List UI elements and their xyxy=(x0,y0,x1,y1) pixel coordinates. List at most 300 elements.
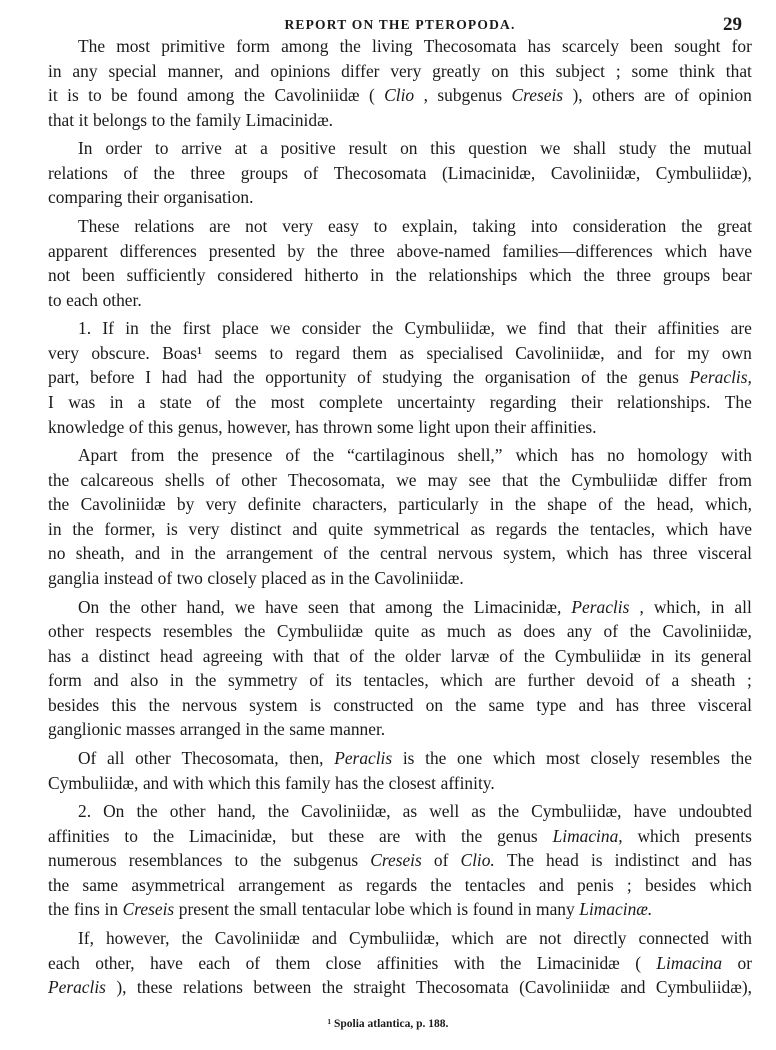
word: then, xyxy=(289,747,324,768)
word: the xyxy=(260,850,282,871)
word: and xyxy=(142,772,169,793)
word: Of xyxy=(78,747,97,768)
word: the xyxy=(624,494,646,515)
word: we xyxy=(234,596,255,617)
word: (Cavoliniidæ xyxy=(519,977,610,998)
word: I xyxy=(145,367,151,388)
word: have xyxy=(150,952,183,973)
paragraph xyxy=(48,214,752,312)
word: form xyxy=(236,36,270,56)
word: the xyxy=(177,445,199,466)
word: instead xyxy=(103,568,154,589)
text-line xyxy=(48,566,752,591)
word: closely xyxy=(590,747,640,768)
word: arranged xyxy=(179,719,241,740)
word: Thecosomata xyxy=(423,36,517,56)
word: Limacinæ. xyxy=(579,899,653,920)
text-line xyxy=(48,926,752,951)
word: numerous xyxy=(48,850,117,871)
word: genus xyxy=(638,367,679,388)
text-line xyxy=(48,185,752,210)
word: homology xyxy=(637,445,708,466)
word: the xyxy=(48,874,70,895)
word: the xyxy=(48,469,70,490)
word: which xyxy=(566,543,609,564)
text-line xyxy=(48,873,752,898)
word: subgenus xyxy=(293,850,359,871)
word: has xyxy=(570,445,595,466)
word: place xyxy=(222,318,259,339)
word: to xyxy=(154,138,169,159)
text-line xyxy=(48,717,752,742)
word: besides xyxy=(48,694,100,715)
word: was xyxy=(68,391,96,412)
word: Cymbuliidæ, xyxy=(404,318,495,339)
word: in xyxy=(489,494,504,515)
word: by xyxy=(176,494,195,515)
word: Cavoliniidæ, xyxy=(515,342,605,363)
word: easy xyxy=(327,215,359,236)
word: studying xyxy=(382,367,443,388)
word: other. xyxy=(102,289,142,310)
word: is xyxy=(402,747,415,768)
word: arrive xyxy=(181,138,222,159)
word: is xyxy=(590,850,603,871)
word: in xyxy=(170,543,185,564)
word: their xyxy=(614,318,647,339)
word: is xyxy=(456,899,469,920)
word: thrown xyxy=(323,416,373,437)
word: regards xyxy=(365,874,418,895)
word: however, xyxy=(227,416,291,437)
word: three xyxy=(616,265,652,286)
word: the xyxy=(460,825,483,846)
word: Thecosomata xyxy=(415,977,509,998)
word: which xyxy=(515,445,558,466)
word: ganglionic xyxy=(48,719,122,740)
word: are xyxy=(494,670,516,691)
word: arrangement xyxy=(226,543,314,564)
word: very xyxy=(390,60,422,81)
text-line xyxy=(48,288,752,313)
word: and xyxy=(134,543,161,564)
word: Cavoliniidæ xyxy=(274,85,360,106)
word: the xyxy=(194,543,216,564)
word: Cavoliniidæ, xyxy=(662,621,752,642)
word: which, xyxy=(653,596,701,617)
word: Limacinidæ. xyxy=(245,109,334,130)
word: has xyxy=(335,772,359,793)
word: may xyxy=(427,469,458,490)
word: head, xyxy=(656,494,694,515)
word: connected xyxy=(638,927,709,948)
word: in xyxy=(370,265,384,286)
word: relationships xyxy=(428,265,518,286)
word: be xyxy=(111,85,128,106)
word: regards xyxy=(495,518,548,539)
word: former, xyxy=(104,518,156,539)
text-line xyxy=(48,415,752,440)
word: the xyxy=(153,162,175,183)
word: sufficiently xyxy=(126,265,206,286)
word: has xyxy=(615,694,639,715)
word: characters, xyxy=(312,494,388,515)
word: that xyxy=(48,109,75,130)
word: directly xyxy=(573,927,627,948)
text-line xyxy=(48,799,752,824)
word: each xyxy=(198,952,231,973)
word: are xyxy=(505,927,528,948)
word: by xyxy=(287,240,305,261)
word: we xyxy=(540,138,561,159)
word: all xyxy=(734,596,752,617)
word: hand, xyxy=(186,596,225,617)
paragraph xyxy=(48,443,752,591)
word: the xyxy=(430,874,452,895)
word: Cavoliniidæ xyxy=(214,927,300,948)
word: relations xyxy=(134,215,195,236)
word: of xyxy=(128,416,144,437)
word: to xyxy=(124,825,138,846)
word: in xyxy=(125,318,139,339)
text-line xyxy=(48,771,752,796)
word: among xyxy=(281,36,329,56)
word: Boas¹ xyxy=(162,342,203,363)
word: organisation xyxy=(484,367,571,388)
paragraph xyxy=(48,34,752,132)
word: arrangement xyxy=(238,874,326,895)
word: organisation. xyxy=(163,187,254,208)
word: and xyxy=(616,342,643,363)
word: the xyxy=(195,670,217,691)
word: tentacles, xyxy=(589,518,656,539)
word: form xyxy=(48,670,82,691)
word: which xyxy=(409,899,452,920)
word: positive xyxy=(280,138,336,159)
word: this xyxy=(430,138,456,159)
word: found xyxy=(136,85,178,106)
word: and xyxy=(620,977,646,998)
word: opportunity xyxy=(265,367,347,388)
word: Apart xyxy=(78,445,118,466)
word: Cavoliniidæ, xyxy=(550,162,641,183)
word: is xyxy=(166,518,178,539)
word: the xyxy=(150,318,172,339)
word: Thecosomata xyxy=(333,162,427,183)
word: in xyxy=(48,518,62,539)
word: calcareous xyxy=(80,469,154,490)
word: visceral xyxy=(697,543,752,564)
word: lobe xyxy=(374,899,405,920)
word: the xyxy=(606,367,628,388)
word: not xyxy=(245,215,268,236)
word: has xyxy=(728,850,752,871)
word: which xyxy=(492,747,536,768)
word: affinity. xyxy=(440,772,495,793)
word: to xyxy=(88,85,102,106)
word: and xyxy=(234,60,260,81)
word: knowledge xyxy=(48,416,125,437)
word: sheath xyxy=(690,670,736,691)
word: seen xyxy=(308,596,339,617)
word: genus xyxy=(497,825,538,846)
word: are xyxy=(379,825,401,846)
word: Cymbuliidæ, xyxy=(531,801,622,822)
word: groups xyxy=(662,265,711,286)
word: as xyxy=(471,801,486,822)
text-line xyxy=(48,59,752,84)
word: that xyxy=(348,596,376,617)
word: the xyxy=(362,772,385,793)
word: a xyxy=(81,645,89,666)
word: not xyxy=(48,265,71,286)
word: been xyxy=(81,265,115,286)
word: for xyxy=(731,36,752,56)
word: order xyxy=(105,138,143,159)
word: other, xyxy=(95,952,135,973)
word: have xyxy=(719,518,752,539)
word: , xyxy=(423,85,428,106)
word: has xyxy=(619,543,643,564)
text-line xyxy=(48,214,752,239)
word: the xyxy=(148,694,170,715)
word: nervous xyxy=(437,543,493,564)
word: straight xyxy=(353,977,406,998)
word: head xyxy=(159,645,193,666)
word: Peraclis xyxy=(571,596,630,617)
word: the xyxy=(339,36,361,56)
word: presented xyxy=(208,240,276,261)
word: the xyxy=(136,801,158,822)
word: it xyxy=(48,85,58,106)
word: are xyxy=(644,85,666,106)
word: scarcely xyxy=(561,36,619,56)
word: however, xyxy=(105,927,170,948)
word: Peraclis, xyxy=(689,367,752,388)
word: families—differences xyxy=(502,240,653,261)
word: devoid xyxy=(586,670,634,691)
word: this xyxy=(111,694,137,715)
word: “cartilaginous xyxy=(347,445,445,466)
word: for xyxy=(654,342,675,363)
word: complete xyxy=(318,391,383,412)
word: to xyxy=(373,215,388,236)
word: of xyxy=(206,391,221,412)
word: tentacular xyxy=(301,899,371,920)
word: but xyxy=(291,825,314,846)
word: relationships. xyxy=(617,391,711,412)
word: very xyxy=(282,215,314,236)
text-line xyxy=(48,897,752,922)
word: manner, xyxy=(167,60,224,81)
word: Thecosomata, xyxy=(288,469,386,490)
word: presence xyxy=(211,445,273,466)
word: had xyxy=(197,367,223,388)
word: no xyxy=(48,543,66,564)
word: differ xyxy=(668,469,707,490)
word: in xyxy=(330,568,344,589)
word: their xyxy=(126,187,159,208)
word: in xyxy=(650,645,665,666)
word: its xyxy=(335,670,352,691)
word: fins xyxy=(73,899,100,920)
text-line xyxy=(48,824,752,849)
word: are xyxy=(730,318,752,339)
word: Cymbuliidæ), xyxy=(655,162,752,183)
text-line xyxy=(48,975,752,1000)
word: the xyxy=(371,318,394,339)
word: their xyxy=(570,391,603,412)
word: definite xyxy=(247,494,301,515)
word: uncertainty xyxy=(397,391,476,412)
word: a xyxy=(671,670,680,691)
word: very xyxy=(205,494,237,515)
word: and xyxy=(292,518,318,539)
word: Peraclis xyxy=(334,747,393,768)
word: greatly xyxy=(432,60,481,81)
word: the xyxy=(312,445,335,466)
word: regarding xyxy=(489,391,557,412)
word: in xyxy=(169,670,184,691)
word: the xyxy=(181,927,203,948)
word: the xyxy=(235,391,257,412)
word: the xyxy=(557,518,580,539)
footnote: ¹ Spolia atlantica, p. 188. xyxy=(327,1018,449,1030)
word: Cavoliniidæ, xyxy=(301,801,391,822)
word: upon xyxy=(454,416,490,437)
word: some xyxy=(377,416,414,437)
word: in xyxy=(48,60,62,81)
word: in xyxy=(245,719,259,740)
word: these xyxy=(136,977,173,998)
word: the xyxy=(169,109,192,130)
word: general xyxy=(700,645,752,666)
word: ( xyxy=(368,85,375,106)
word: the xyxy=(233,367,255,388)
word: type xyxy=(536,694,567,715)
word: Cymbuliidæ, xyxy=(348,927,440,948)
word: head xyxy=(546,850,579,871)
word: the xyxy=(316,240,338,261)
word: other xyxy=(241,469,277,490)
word: affinities xyxy=(376,952,439,973)
word: with xyxy=(272,645,304,666)
word: well xyxy=(429,801,460,822)
word: the xyxy=(233,899,255,920)
paragraph xyxy=(48,746,752,795)
word: of xyxy=(349,645,364,666)
word: the xyxy=(348,568,370,589)
word: penis xyxy=(577,874,614,895)
word: consider xyxy=(301,318,361,339)
word: which, xyxy=(705,494,752,515)
word: resembles xyxy=(162,621,233,642)
word: the xyxy=(452,367,475,388)
word: the xyxy=(669,138,691,159)
word: light xyxy=(418,416,451,437)
word: been xyxy=(630,36,663,56)
text-line xyxy=(48,161,752,186)
word: Limacina xyxy=(656,952,723,973)
word: the xyxy=(583,265,605,286)
word: most xyxy=(546,747,580,768)
word: small xyxy=(259,899,298,920)
text-line xyxy=(48,239,752,264)
running-title: REPORT ON THE PTEROPODA. xyxy=(284,17,516,32)
word: genus, xyxy=(177,416,223,437)
word: symmetry xyxy=(228,670,298,691)
word: which xyxy=(665,518,709,539)
word: in xyxy=(109,391,124,412)
word: seems xyxy=(214,342,258,363)
word: Clio xyxy=(384,85,415,106)
word: ), xyxy=(116,977,127,998)
word: Clio. xyxy=(460,850,495,871)
word: 2. xyxy=(78,801,92,822)
paragraph xyxy=(48,595,752,743)
word: asymmetrical xyxy=(131,874,226,895)
word: and xyxy=(311,927,337,948)
word: of xyxy=(245,952,261,973)
word: had xyxy=(161,367,187,388)
word: we xyxy=(506,318,527,339)
word: the xyxy=(152,825,175,846)
word: of xyxy=(581,367,596,388)
word: of xyxy=(285,445,300,466)
word: a xyxy=(260,138,268,159)
word: system, xyxy=(503,543,556,564)
word: differences xyxy=(119,240,197,261)
word: result xyxy=(348,138,388,159)
word: from xyxy=(718,469,752,490)
word: regard xyxy=(295,342,340,363)
word: hitherto xyxy=(304,265,359,286)
word: other xyxy=(135,747,171,768)
word: of xyxy=(645,670,660,691)
word: tentacles xyxy=(464,874,526,895)
word: and xyxy=(93,670,119,691)
word: the xyxy=(263,719,285,740)
word: and xyxy=(578,694,604,715)
word: On xyxy=(78,596,100,617)
word: and xyxy=(691,850,717,871)
word: the xyxy=(373,645,396,666)
word: opinions xyxy=(270,60,331,81)
word: Limacina, xyxy=(552,825,623,846)
text-line xyxy=(48,848,752,873)
word: of xyxy=(603,621,619,642)
word: Cymbuliidæ xyxy=(571,469,658,490)
word: family xyxy=(195,109,242,130)
word: of xyxy=(674,85,690,106)
word: the xyxy=(730,747,752,768)
word: If, xyxy=(78,927,94,948)
paragraph xyxy=(48,799,752,922)
word: besides xyxy=(644,874,697,895)
word: which xyxy=(440,670,483,691)
word: opinion xyxy=(698,85,752,106)
word: or xyxy=(737,952,752,973)
word: the xyxy=(497,801,520,822)
word: Cymbuliidæ, xyxy=(48,772,139,793)
word: has xyxy=(527,36,551,56)
word: into xyxy=(530,215,558,236)
word: ; xyxy=(747,670,752,691)
word: with xyxy=(415,825,447,846)
word: These xyxy=(78,215,120,236)
word: same xyxy=(488,694,525,715)
word: on xyxy=(491,60,509,81)
